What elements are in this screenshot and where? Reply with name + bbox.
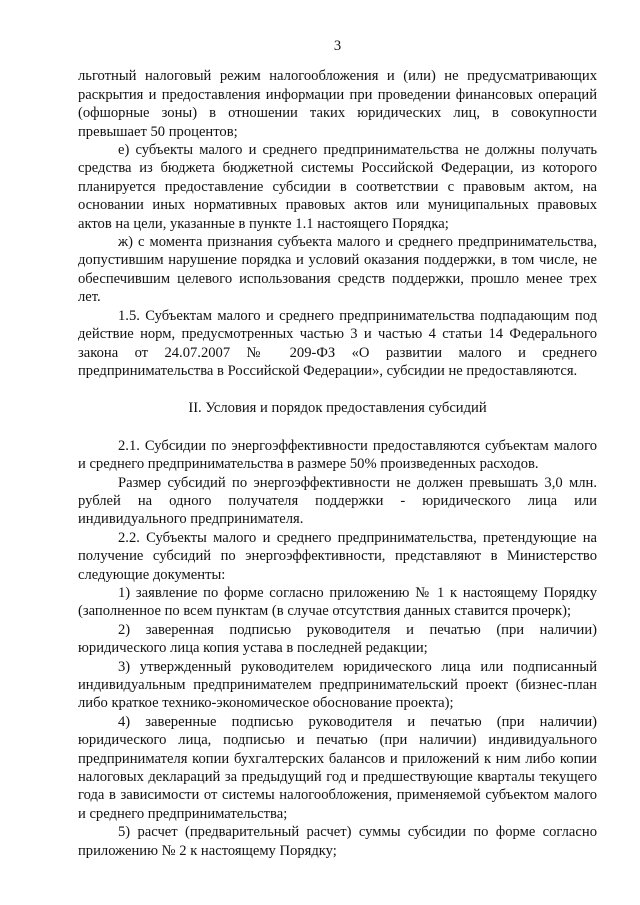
paragraph: ж) с момента признания субъекта малого и среднего предпринимательства, допустившим нарушение порядка и условий оказания поддержки, в том числе, не обеспечившим целевого использования средств поддержки, прошло менее трех лет. [78, 234, 597, 306]
paragraph: 2.2. Субъекты малого и среднего предпринимательства, претендующие на получение субсидий по энергоэффективности, представляют в Министерство следующие документы: [78, 529, 597, 583]
section-heading: II. Условия и порядок предоставления субсидий [188, 400, 487, 417]
paragraph: е) субъекты малого и среднего предпринимательства не должны получать средства из бюджета бюджетной системы Российской Федерации, из которого планируется предоставление субсидии в соответствии с правовым актом, на основании иных нормативных правовых актов или муниципальных правовых актов на цели, указанные в пункте 1.1 настоящего Порядка; [78, 142, 597, 232]
text-block-after [78, 437, 597, 860]
text-block-before [78, 67, 597, 380]
paragraph: льготный налоговый режим налогообложения и (или) не предусматривающих раскрытия и предоставления информации при проведении финансовых операций (офшорные зоны) в отношении таких юридических лиц, в совокупности превышает 50 процентов; [78, 68, 597, 140]
paragraph: 2) заверенная подписью руководителя и печатью (при наличии) юридического лица копия устава в последней редакции; [78, 621, 597, 657]
paragraph: 4) заверенные подписью руководителя и печатью (при наличии) юридического лица, подписью и печатью (при наличии) индивидуального предпринимателя копии бухгалтерских балансов и приложений к ним либо копии налоговых деклараций за предыдущий год и предшествующие кварталы текущего года в зависимости от системы налогообложения, применяемой субъектом малого и среднего предпринимательства; [78, 713, 597, 822]
paragraph: 5) расчет (предварительный расчет) суммы субсидии по форме согласно приложению № 2 к настоящему Порядку; [78, 824, 597, 859]
paragraph: 1) заявление по форме согласно приложению № 1 к настоящему Порядку (заполненное по всем пунктам (в случае отсутствия данных ставится прочерк); [78, 584, 597, 620]
paragraph: 1.5. Субъектам малого и среднего предпринимательства подпадающим под действие норм, предусмотренных частью 3 и частью 4 статьи 14 Федерального закона от 24.07.2007 № 209-ФЗ «О развитии малого и среднего предпринимательства в Российской Федерации», субсидии не предоставляются. [78, 307, 597, 379]
paragraph: Размер субсидий по энергоэффективности не должен превышать 3,0 млн. рублей на одного получателя поддержки - юридического лица или индивидуального предпринимателя. [78, 474, 597, 528]
paragraph: 3) утвержденный руководителем юридического лица или подписанный индивидуальным предпринимателем предпринимательский проект (бизнес-план либо краткое технико-экономическое обоснование проекта); [78, 658, 597, 712]
page-number: 3 [333, 38, 342, 54]
paragraph: 2.1. Субсидии по энергоэффективности предоставляются субъектам малого и среднего предпринимательства в размере 50% произведенных расходов. [78, 437, 597, 473]
